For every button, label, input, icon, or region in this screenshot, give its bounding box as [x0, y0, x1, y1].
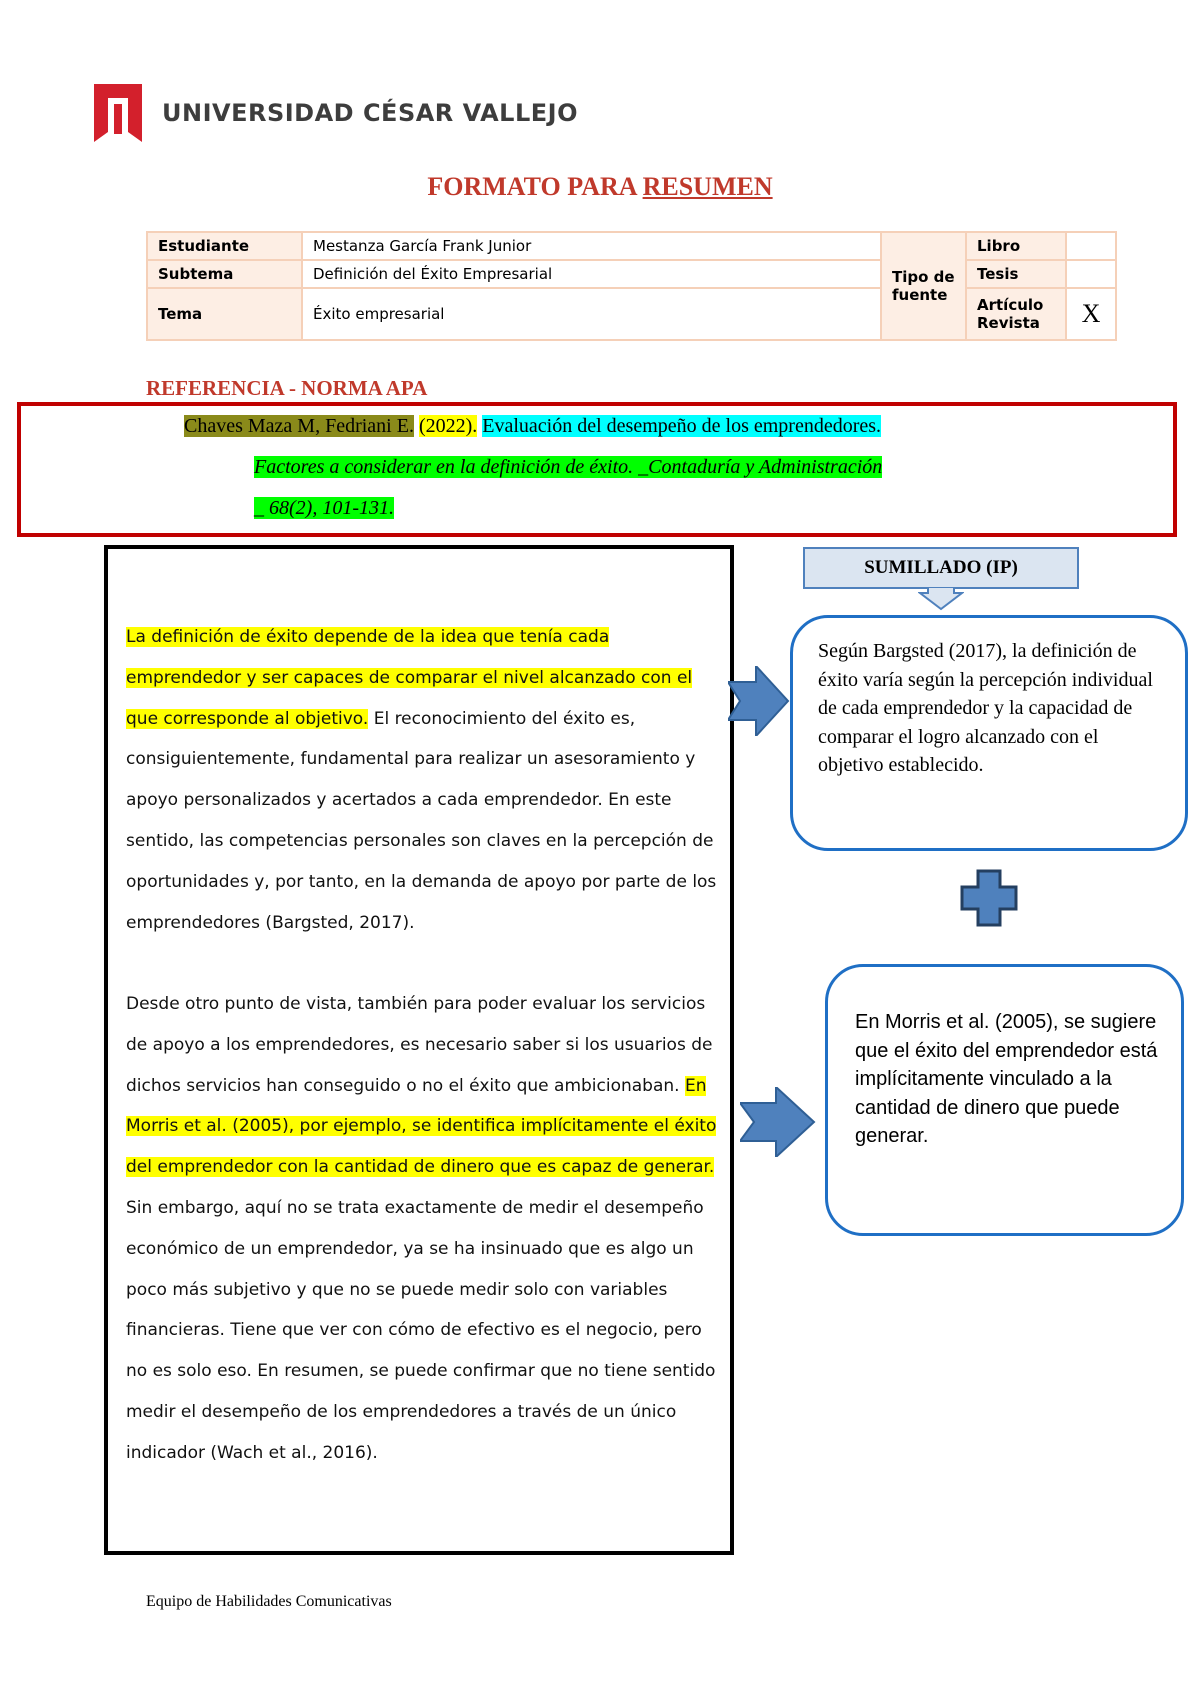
reference-authors: Chaves Maza M, Fedriani E. [184, 415, 414, 437]
source-option-articulo: Artículo Revista [966, 288, 1066, 340]
document-title: FORMATO PARA RESUMEN [427, 172, 773, 201]
reference-heading: REFERENCIA - NORMA APA [146, 376, 428, 400]
student-info-table [146, 231, 1117, 341]
topic-label: Tema [147, 288, 302, 340]
reference-subtitle: Factores a considerar en la definición de éxito. _Contaduría y Administración [254, 456, 883, 478]
callout-pointer-icon [918, 587, 964, 611]
plus-icon [960, 869, 1018, 927]
reference-line-3 [254, 497, 394, 520]
ucv-shield-icon [94, 84, 142, 142]
student-label: Estudiante [147, 232, 302, 260]
subtopic-label: Subtema [147, 260, 302, 288]
university-logo [94, 84, 578, 142]
paragraph-1-highlight: La definición de éxito depende de la idea que tenía cada emprendedor y ser capaces de comparar el nivel alcanzado con el que corresponde al objetivo. [126, 627, 693, 729]
page-footer: Equipo de Habilidades Comunicativas [146, 1593, 392, 1610]
reference-box [17, 402, 1177, 537]
subtopic-value: Definición del Éxito Empresarial [302, 260, 881, 288]
right-arrow-icon [740, 1087, 816, 1157]
topic-value: Éxito empresarial [302, 288, 881, 340]
tesis-check-cell [1066, 260, 1116, 288]
selected-mark: X [1066, 288, 1116, 340]
reference-title: Evaluación del desempeño de los emprendedores. [482, 415, 882, 437]
source-option-tesis: Tesis [966, 260, 1066, 288]
reference-volume: _ 68(2), 101-131. [254, 497, 394, 519]
summary-label: SUMILLADO (IP) [803, 547, 1079, 589]
summary-bubble-1-text: Según Bargsted (2017), la definición de éxito varía según la percepción individual de cada emprendedor y la capacidad de comparar el logro alcanzado con el objetivo establecido. [818, 640, 1153, 776]
source-type-label: Tipo de fuente [881, 232, 966, 340]
reference-line-2 [254, 456, 882, 479]
paragraph-1: La definición de éxito depende de la idea que tenía cada emprendedor y ser capaces de comparar el nivel alcanzado con el que corresponde al objetivo. El reconocimiento del éxito es, consiguientemente, fundamental para realizar un asesoramiento y apoyo personalizados y acertados a cada emprendedor. En este sentido, las competencias personales son claves en la percepción de oportunidades y, por tanto, en la demanda de apoyo por parte de los emprendedores (Bargsted, 2017). [126, 627, 717, 933]
reference-line-1 [184, 415, 881, 438]
right-arrow-icon [728, 666, 790, 736]
paragraph-2: Desde otro punto de vista, también para poder evaluar los servicios de apoyo a los emprendedores, es necesario saber si los usuarios de dichos servicios han conseguido o no el éxito que ambicionaban. En Morris et al. (2005), por ejemplo, se identifica implícitamente el éxito del emprendedor con la cantidad de dinero que es capaz de generar. Sin embargo, aquí no se trata exactamente de medir el desempeño económico de un emprendedor, ya se ha insinuado que es algo un poco más subjetivo y que no se puede medir solo con variables financieras. Tiene que ver con cómo de efectivo es el negocio, pero no es solo eso. En resumen, se puede confirmar que no tiene sentido medir el desempeño de los emprendedores a través de un único indicador (Wach et al., 2016). [126, 994, 717, 1463]
paragraph-2-highlight: En Morris et al. (2005), por ejemplo, se identifica implícitamente el éxito del emprendedor con la cantidad de dinero que es capaz de generar. [126, 1075, 717, 1178]
student-value: Mestanza García Frank Junior [302, 232, 881, 260]
libro-check-cell [1066, 232, 1116, 260]
reference-year: (2022). [418, 415, 478, 437]
university-name: UNIVERSIDAD CÉSAR VALLEJO [162, 99, 578, 127]
summary-bubble-2-text: En Morris et al. (2005), se sugiere que el éxito del emprendedor está implícitamente vinculado a la cantidad de dinero que puede generar. [855, 1011, 1158, 1147]
source-option-libro: Libro [966, 232, 1066, 260]
main-text-box [104, 545, 734, 1555]
